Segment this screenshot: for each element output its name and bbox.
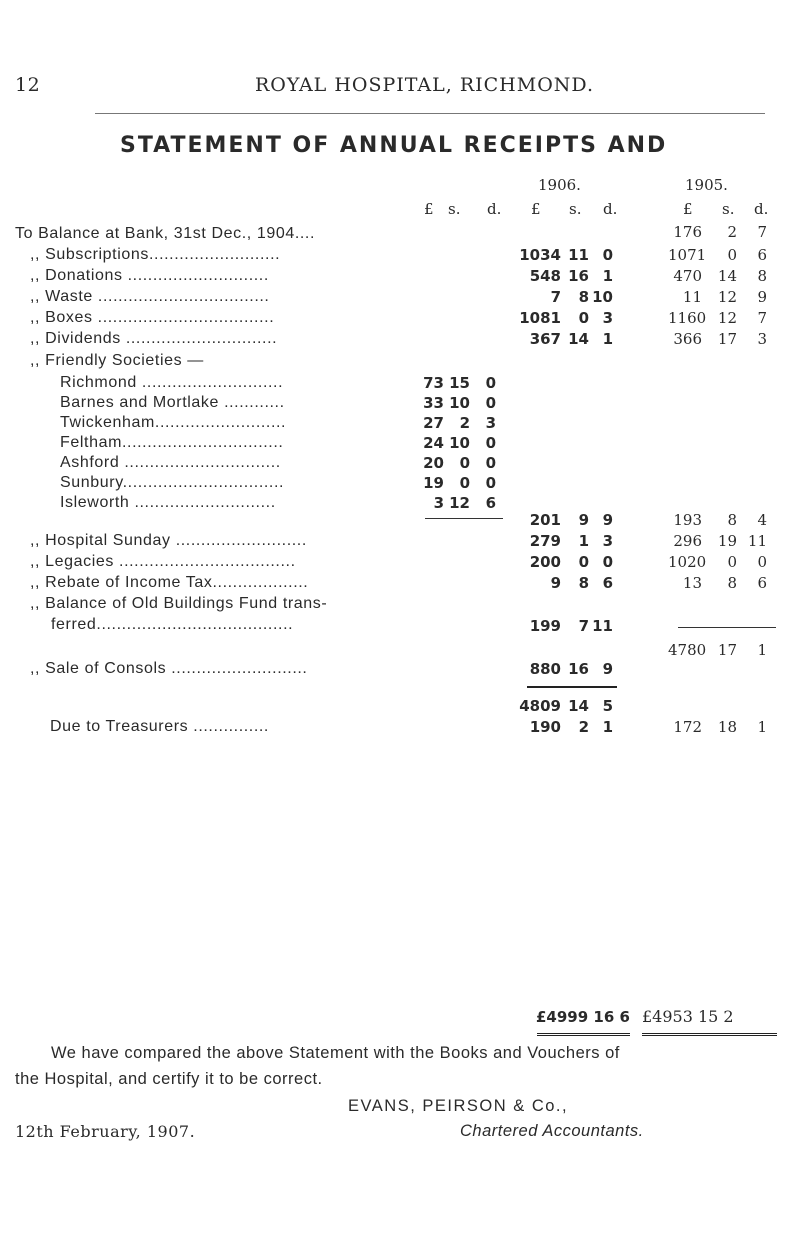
year-heading-1905: 1905.	[685, 176, 728, 194]
amount-1905: 1071 0 6	[668, 246, 767, 264]
amount-1905: 11 12 9	[682, 288, 767, 306]
amount-1906: 1034 11 0	[519, 246, 613, 264]
society-amount: 20 0 0	[423, 454, 496, 472]
society-label: Isleworth ............................	[60, 494, 276, 511]
col-s-societies: s.	[448, 200, 461, 218]
row-label: ,, Legacies ...................................	[30, 553, 296, 570]
society-label: Ashford ...............................	[60, 454, 281, 471]
auditor-designation: Chartered Accountants.	[460, 1122, 644, 1140]
societies-total-1905: 193 8 4	[673, 511, 767, 529]
grand-total-rule-1906	[537, 1033, 630, 1036]
grand-total-rule-1905	[642, 1033, 777, 1036]
society-amount: 24 10 0	[423, 434, 496, 452]
subtotal-1905: 4780 17 1	[668, 641, 767, 659]
row-label: ,, Friendly Societies —	[30, 352, 204, 369]
society-label: Feltham................................	[60, 434, 284, 451]
amount-1906: 190 2 1	[529, 718, 613, 736]
society-label: Twickenham..........................	[60, 414, 287, 431]
society-label: Sunbury................................	[60, 474, 285, 491]
grand-total-1906: £4999 16 6	[536, 1008, 630, 1026]
amount-1905: 172 18 1	[673, 718, 767, 736]
amount-1906: 199 7 11	[529, 617, 613, 635]
row-label-line1: ,, Balance of Old Buildings Fund trans-	[30, 595, 328, 612]
amount-1906: 548 16 1	[529, 267, 613, 285]
col-pound-societies: £	[424, 200, 434, 218]
society-amount: 3 12 6	[433, 494, 496, 512]
row-label: ,, Sale of Consols ...........................	[30, 660, 308, 677]
col-s-1905: s.	[722, 200, 735, 218]
amount-1905: 1160 12 7	[668, 309, 767, 327]
amount-1905: 176 2 7	[673, 223, 767, 241]
row-label: ,, Dividends ..............................	[30, 330, 278, 347]
certificate-line2: the Hospital, and certify it to be correct.	[15, 1070, 323, 1088]
row-label: ,, Donations ............................	[30, 267, 269, 284]
societies-total-1906: 201 9 9	[529, 511, 613, 529]
society-label: Richmond ............................	[60, 374, 284, 391]
subtotal-1906: 4809 14 5	[519, 697, 613, 715]
amount-1906: 279 1 3	[529, 532, 613, 550]
society-amount: 19 0 0	[423, 474, 496, 492]
row-label: ,, Subscriptions..........................	[30, 246, 281, 263]
grand-total-1905: £4953 15 2	[642, 1007, 734, 1026]
amount-1906: 200 0 0	[529, 553, 613, 571]
row-label: ,, Waste ..................................	[30, 288, 270, 305]
society-label: Barnes and Mortlake ............	[60, 394, 285, 411]
col-d-1905: d.	[754, 200, 769, 218]
row-label: ,, Hospital Sunday ..........................	[30, 532, 307, 549]
subtotal-rule-1905	[678, 627, 776, 628]
col-d-societies: d.	[487, 200, 502, 218]
amount-1905: 296 19 11	[673, 532, 767, 550]
society-amount: 73 15 0	[423, 374, 496, 392]
amount-1906: 367 14 1	[529, 330, 613, 348]
society-amount: 27 2 3	[423, 414, 496, 432]
col-pound-1906: £	[531, 200, 541, 218]
amount-1906: 880 16 9	[529, 660, 613, 678]
year-heading-1906: 1906.	[538, 176, 581, 194]
running-title: ROYAL HOSPITAL, RICHMOND.	[255, 74, 595, 96]
col-s-1906: s.	[569, 200, 582, 218]
page-number: 12	[15, 74, 41, 96]
societies-subtotal-rule	[425, 518, 503, 519]
certificate-line1: We have compared the above Statement with the Books and Vouchers of	[51, 1044, 620, 1062]
amount-1906: 9 8 6	[550, 574, 613, 592]
auditor-firm: EVANS, PEIRSON & Co.,	[348, 1097, 569, 1115]
amount-1906: 7 8 10	[550, 288, 613, 306]
row-label: Due to Treasurers ...............	[50, 718, 269, 735]
row-label: ,, Rebate of Income Tax...................	[30, 574, 309, 591]
amount-1905: 13 8 6	[682, 574, 767, 592]
amount-1906: 1081 0 3	[519, 309, 613, 327]
col-d-1906: d.	[603, 200, 618, 218]
statement-title: STATEMENT OF ANNUAL RECEIPTS AND	[120, 133, 668, 158]
subtotal-rule-1906	[527, 686, 617, 688]
row-label-line2: ferred.......................................	[51, 616, 294, 633]
amount-1905: 1020 0 0	[668, 553, 767, 571]
row-label: To Balance at Bank, 31st Dec., 1904....	[15, 225, 316, 242]
row-label: ,, Boxes ...................................	[30, 309, 275, 326]
amount-1905: 366 17 3	[673, 330, 767, 348]
header-rule	[95, 113, 765, 114]
society-amount: 33 10 0	[423, 394, 496, 412]
col-pound-1905: £	[683, 200, 693, 218]
amount-1905: 470 14 8	[673, 267, 767, 285]
certificate-date: 12th February, 1907.	[15, 1122, 196, 1141]
